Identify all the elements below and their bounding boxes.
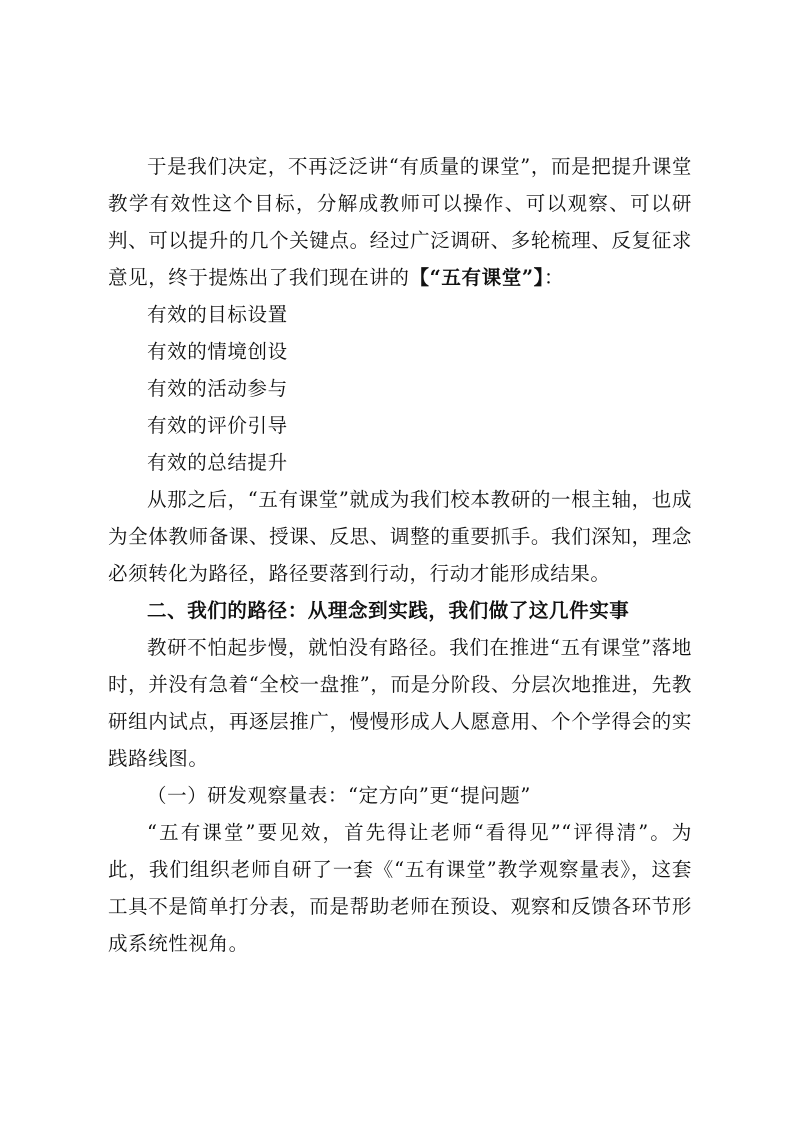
subsection-heading-observation-scale: （一）研发观察量表：“定方向”更“提问题” [147,784,531,807]
list-item-goal-setting: 有效的目标设置 [147,303,288,326]
list-item-summary-improvement: 有效的总结提升 [147,451,288,474]
section-heading-path: 二、我们的路径：从理念到实践，我们做了这几件实事 [147,599,630,622]
paragraph-main-axis: 从那之后，“五有课堂”就成为我们校本教研的一根主轴，也成为全体教师备课、授课、反思、调整的重要抓手。我们深知，理念必须转化为路径，路径要落到行动，行动才能形成结果。 [108,488,692,585]
paragraph-roadmap: 教研不怕起步慢，就怕没有路径。我们在推进“五有课堂”落地时，并没有急着“全校一盘推”，而是分阶段、分层次地推进，先教研组内试点，再逐层推广，慢慢形成人人愿意用、个个学得会的实践路线图。 [108,636,692,770]
paragraph-five-classroom-origin [108,148,692,296]
list-item-evaluation-guidance: 有效的评价引导 [147,414,288,437]
five-classroom-highlight: 【“五有课堂”】 [409,266,544,289]
list-item-situation-creation: 有效的情境创设 [147,340,288,363]
paragraph-colon: ： [544,266,565,289]
paragraph-text: 于是我们决定，不再泛泛讲“有质量的课堂”，而是把提升课堂教学有效性这个目标，分解成教师可以操作、可以观察、可以研判、可以提升的几个关键点。经过广泛调研、多轮梳理、反复征求意见，终于提炼出了我们现在讲的 [108,155,692,289]
document-page [108,148,692,962]
list-item-activity-participation: 有效的活动参与 [147,377,288,400]
paragraph-observation-scale: “五有课堂”要见效，首先得让老师“看得见”“评得清”。为此，我们组织老师自研了一套《“五有课堂”教学观察量表》，这套工具不是简单打分表，而是帮助老师在预设、观察和反馈各环节形成系统性视角。 [108,821,692,955]
